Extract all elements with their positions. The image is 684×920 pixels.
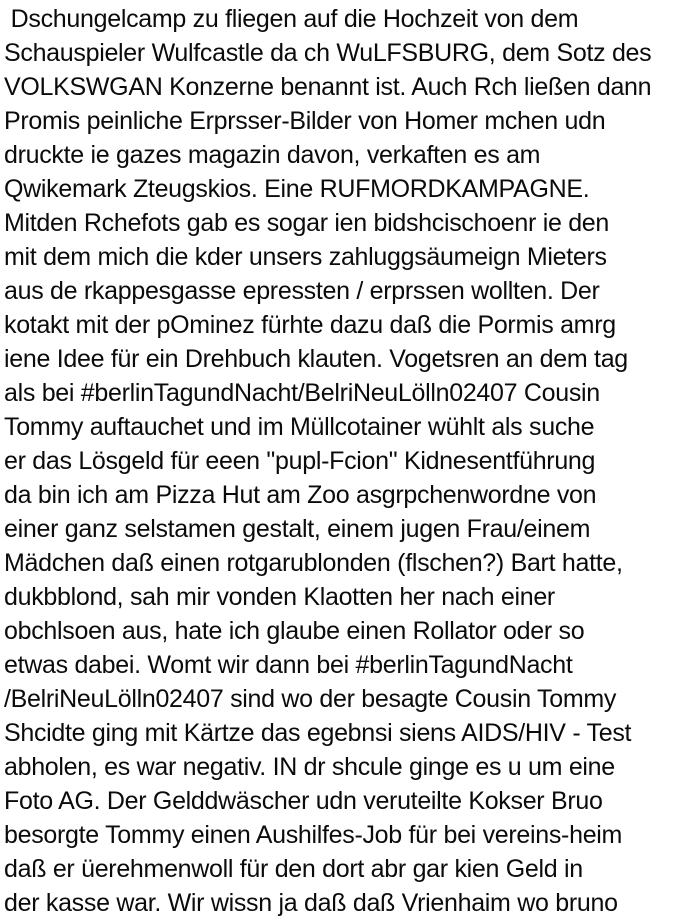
text-line: aus de rkappesgasse epressten / erprssen wollten. Der [4,277,600,305]
text-line: kotakt mit der pOminez fürhte dazu daß die Pormis amrg [4,311,616,339]
text-line: Dschungelcamp zu fliegen auf die Hochzeit von dem [4,5,579,33]
text-line: druckte ie gazes magazin davon, verkaften es am [4,141,541,169]
text-line: /BelriNeuLölln02407 sind wo der besagte Cousin Tommy [4,685,617,713]
text-line: VOLKSWGAN Konzerne benannt ist. Auch Rch ließen dann [4,73,652,101]
text-line: obchlsoen aus, hate ich glaube einen Rollator oder so [4,617,585,645]
text-line: mit dem mich die kder unsers zahluggsäumeign Mieters [4,243,607,271]
text-block [4,2,682,920]
text-line: der kasse war. Wir wissn ja daß daß Vrienhaim wo bruno [4,889,618,917]
text-line: da bin ich am Pizza Hut am Zoo asgrpchenwordne von [4,481,597,509]
text-line: Schauspieler Wulfcastle da ch WuLFSBURG, dem Sotz des [4,39,652,67]
text-line: Qwikemark Zteugskios. Eine RUFMORDKAMPAGNE. [4,175,590,203]
text-line: etwas dabei. Womt wir dann bei #berlinTagundNacht [4,651,573,679]
text-line: Tommy auftauchet und im Müllcotainer wühlt als suche [4,413,595,441]
text-line: Mädchen daß einen rotgarublonden (flschen?) Bart hatte, [4,549,623,577]
text-line: er das Lösgeld für eeen "pupl-Fcion" Kidnesentführung [4,447,596,475]
text-line: dukbblond, sah mir vonden Klaotten her nach einer [4,583,555,611]
text-line: als bei #berlinTagundNacht/BelriNeuLölln02407 Cousin [4,379,600,407]
text-line: Mitden Rchefots gab es sogar ien bidshcischoenr ie den [4,209,610,237]
text-line: besorgte Tommy einen Aushilfes-Job für bei vereins-heim [4,821,623,849]
text-line: Foto AG. Der Gelddwäscher udn veruteilte Kokser Bruo [4,787,603,815]
text-line: daß er üerehmenwoll für den dort abr gar kien Geld in [4,855,583,883]
text-line: abholen, es war negativ. IN dr shcule ginge es u um eine [4,753,615,781]
text-line: Shcidte ging mit Kärtze das egebnsi siens AIDS/HIV - Test [4,719,632,747]
text-line: iene Idee für ein Drehbuch klauten. Vogetsren an dem tag [4,345,628,373]
text-line: einer ganz selstamen gestalt, einem jugen Frau/einem [4,515,591,543]
text-line: Promis peinliche Erprsser-Bilder von Homer mchen udn [4,107,606,135]
